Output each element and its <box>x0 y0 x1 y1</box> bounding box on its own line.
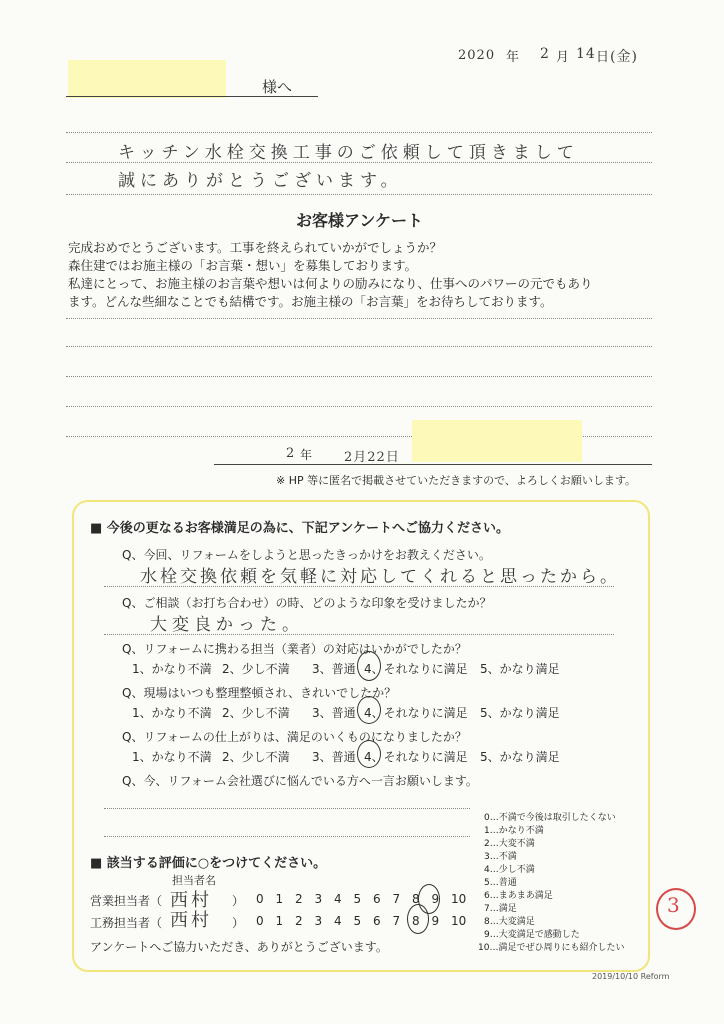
construction-name: 西村 <box>170 910 212 931</box>
date-nen-label: 年 <box>506 50 520 65</box>
question-2: Q、ご相談（お打ち合わせ）の時、どのような印象を受けましたか？ <box>122 596 492 610</box>
comment-rule-1 <box>66 318 652 319</box>
sales-digit-8: 8 <box>412 892 420 906</box>
signature-redacted <box>412 420 582 462</box>
legend-item-3: 3…不満 <box>484 852 517 862</box>
q4-choice-5: 5、かなり満足 <box>480 706 560 720</box>
comment-rule-4 <box>66 406 652 407</box>
q3-selected-circle <box>357 651 381 681</box>
sign-year-label: 年 <box>300 448 313 462</box>
answer-1: 水栓交換依頼を気軽に対応してくれると思ったから。 <box>140 567 620 587</box>
construction-digit-3: 3 <box>314 914 323 928</box>
answer-1-rule <box>104 586 614 587</box>
date-weekday: (金) <box>610 49 638 65</box>
comment-rule-2 <box>66 346 652 347</box>
question-5: Q、リフォームの仕上がりは、満足のいくものになりましたか？ <box>122 730 467 744</box>
answer-6-rule-1 <box>104 808 470 809</box>
intro-line-1: 完成おめでとうございます。工事を終えられていかがでしょうか？ <box>68 240 443 255</box>
construction-digit-4: 4 <box>334 914 342 928</box>
q3-choice-1: 1、かなり不満 <box>132 662 212 676</box>
q4-selected-circle <box>357 696 381 724</box>
q5-choice-2: 2、少し不満 <box>222 750 290 764</box>
q5-selected-circle <box>357 740 381 768</box>
q5-choice-4: 4、それなりに満足 <box>364 750 468 764</box>
tanto-label: 担当者名 <box>172 874 216 887</box>
sales-digit-4: 4 <box>334 892 342 906</box>
intro-line-3: 私達にとって、お施主様のお言葉や想いは何よりの励みになり、仕事へのパワーの元でもあり <box>68 276 593 291</box>
construction-close-paren: ） <box>232 916 245 930</box>
thanks-text: アンケートへご協力いただき、ありがとうございます。 <box>90 940 388 954</box>
q5-choice-5: 5、かなり満足 <box>480 750 560 764</box>
q4-choice-3: 3、普通 <box>312 706 356 720</box>
question-3: Q、リフォームに携わる担当（業者）の対応はいかがでしたか？ <box>122 642 467 656</box>
question-4: Q、現場はいつも整理整頓され、きれいでしたか？ <box>122 686 397 700</box>
legend-item-9: 9…大変満足で感動した <box>484 930 580 940</box>
date-year: 2020 <box>458 48 496 63</box>
addressee-name-redacted <box>68 60 226 98</box>
sales-label: 営業担当者（ <box>90 894 163 908</box>
construction-digit-1: 1 <box>275 914 284 928</box>
construction-digit-10: 10 <box>451 914 467 928</box>
construction-label: 工務担当者（ <box>90 916 163 930</box>
construction-digit-5: 5 <box>353 914 362 928</box>
sales-digit-1: 1 <box>275 892 284 906</box>
intro-line-4: ます。どんな些細なことでも結構です。お施主様の「お言葉」をお待ちしております。 <box>68 294 553 309</box>
answer-2: 大変良かった。 <box>150 615 304 635</box>
sales-digit-6: 6 <box>373 892 381 906</box>
q5-choice-3: 3、普通 <box>312 750 356 764</box>
q3-choice-5: 5、かなり満足 <box>480 662 560 676</box>
message-rule-3 <box>66 194 652 195</box>
date-day: 14 <box>576 46 596 62</box>
construction-digit-2: 2 <box>295 914 303 928</box>
section2-heading: ■ 該当する評価に○をつけてください。 <box>90 856 327 871</box>
question-6: Q、今、リフォーム会社選びに悩んでいる方へ一言お願いします。 <box>122 774 478 788</box>
comment-rule-3 <box>66 376 652 377</box>
red-score-stamp-value: 3 <box>667 893 680 917</box>
legend-item-8: 8…大変満足 <box>484 917 535 927</box>
legend-item-7: 7…満足 <box>484 904 517 914</box>
date-gatsu-label: 月 <box>556 50 570 65</box>
legend-item-4: 4…少し不満 <box>484 865 535 875</box>
answer-2-rule <box>104 634 614 635</box>
sales-digit-0: 0 <box>256 892 264 906</box>
hp-note: ※ HP 等に匿名で掲載させていただきますので、よろしくお願いします。 <box>276 474 637 487</box>
addressee-suffix: 様へ <box>262 78 293 96</box>
message-line-1: キッチン水栓交換工事のご依頼して頂きまして <box>118 143 579 163</box>
q3-choice-2: 2、少し不満 <box>222 662 290 676</box>
q5-choice-1: 1、かなり不満 <box>132 750 212 764</box>
message-line-2: 誠にありがとうございます。 <box>118 171 403 191</box>
question-1: Q、今回、リフォームをしようと思ったきっかけをお教えください。 <box>122 548 491 562</box>
survey-title: お客様アンケート <box>296 211 424 230</box>
sign-date: 2月22日 <box>344 450 400 465</box>
footer-version: 2019/10/10 Reform <box>592 972 670 981</box>
message-rule-1 <box>66 132 652 133</box>
sign-prefix: 2 <box>286 446 300 461</box>
intro-line-2: 森住建ではお施主様の「お言葉・想い」を募集しております。 <box>68 258 418 273</box>
sales-digit-10: 10 <box>451 892 467 906</box>
date-month: 2 <box>540 46 554 62</box>
sales-close-paren: ） <box>232 894 245 908</box>
section1-heading: ■ 今後の更なるお客様満足の為に、下記アンケートへご協力ください。 <box>90 521 510 536</box>
q4-choice-2: 2、少し不満 <box>222 706 290 720</box>
sales-digit-5: 5 <box>353 892 362 906</box>
legend-item-5: 5…普通 <box>484 878 517 888</box>
sales-digit-9: 9 <box>431 892 440 906</box>
construction-digit-7: 7 <box>392 914 401 928</box>
legend-item-0: 0…不満で今後は取引したくない <box>484 813 616 823</box>
date-nichi-label: 日 <box>596 50 610 65</box>
q3-choice-3: 3、普通 <box>312 662 356 676</box>
construction-score-circle <box>407 904 429 934</box>
sales-digit-3: 3 <box>314 892 323 906</box>
legend-item-6: 6…まあまあ満足 <box>484 891 553 901</box>
q4-choice-4: 4、それなりに満足 <box>364 706 468 720</box>
legend-item-2: 2…大変不満 <box>484 839 535 849</box>
q3-choice-4: 4、それなりに満足 <box>364 662 468 676</box>
legend-item-1: 1…かなり不満 <box>484 826 544 836</box>
sales-digit-2: 2 <box>295 892 303 906</box>
sales-digit-7: 7 <box>392 892 401 906</box>
construction-digit-6: 6 <box>373 914 381 928</box>
answer-6-rule-2 <box>104 836 470 837</box>
q4-choice-1: 1、かなり不満 <box>132 706 212 720</box>
sales-name: 西村 <box>170 890 212 911</box>
construction-digit-9: 9 <box>431 914 440 928</box>
signature-underline <box>214 464 652 465</box>
construction-digit-8: 8 <box>412 914 420 928</box>
construction-digit-0: 0 <box>256 914 264 928</box>
legend-item-10: 10…満足でぜひ周りにも紹介したい <box>478 943 625 953</box>
